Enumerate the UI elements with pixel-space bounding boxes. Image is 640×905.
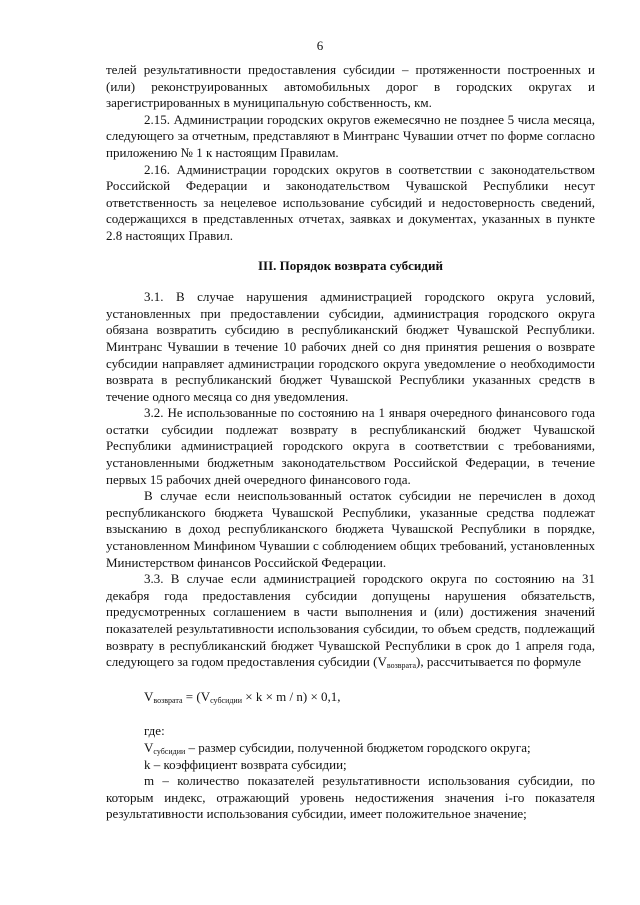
formula-sub-subsidii: субсидии bbox=[210, 695, 242, 705]
formula-rest: × k × m / n) × 0,1, bbox=[241, 688, 341, 704]
definition-v-text: – размер субсидии, полученной бюджетом городского округа; bbox=[185, 739, 531, 755]
paragraph-2-15: 2.15. Администрации городских округов ежемесячно не позднее 5 числа месяца, следующего за отчетным, представляют в Минтранс Чувашии отчет по форме согласно приложению № 1 к настоящим Правилам. bbox=[106, 111, 595, 160]
formula-eq: = (V bbox=[182, 688, 211, 704]
paragraph-continuation: телей результативности предоставления субсидии – протяженности построенных и (или) реконструированных автомобильных дорог в городских округах и зарегистрированных в муниципальную собственность, км. bbox=[106, 62, 595, 111]
formula-sub-vozvrata: возврата bbox=[153, 695, 183, 705]
where-label: где: bbox=[144, 723, 165, 739]
paragraph-3-2-b: В случае если неиспользованный остаток субсидии не перечислен в доход республиканского бюджета Чувашской Республики, указанные средства подлежат взысканию в доход республиканского бюджета Чувашской Республики в порядке, установленном Минфином Чувашии с соблюдением общих требований, установленных Министерством финансов Российской Федерации. bbox=[106, 488, 595, 570]
section-title: III. Порядок возврата субсидий bbox=[258, 257, 443, 273]
definition-v bbox=[106, 740, 595, 757]
paragraph-3-3 bbox=[106, 571, 595, 671]
formula bbox=[144, 689, 595, 706]
paragraph-2-16: 2.16. Администрации городских округов в соответствии с законодательством Российской Федерации и законодательством Чувашской Республики несут ответственность за нецелевое использование субсидий и недостоверность сведений, содержащихся в представленных отчетах, заявках и документах, указанных в пункте 2.8 настоящих Правил. bbox=[106, 161, 595, 243]
page-number: 6 bbox=[316, 38, 324, 53]
paragraph-3-3-sub: возврата bbox=[386, 661, 417, 671]
definition-v-sub: субсидии bbox=[153, 746, 186, 756]
paragraph-3-2: 3.2. Не использованные по состоянию на 1 января очередного финансового года остатки субсидии подлежат возврату в республиканский бюджет Чувашской Республики администрацией городского округа в соответствии с требованиями, установленными бюджетным законодательством Российской Федерации, в течение первых 15 рабочих дней очередного финансового года. bbox=[106, 405, 595, 487]
definition-v-symbol: V bbox=[144, 739, 154, 755]
paragraph-3-1: 3.1. В случае нарушения администрацией городского округа условий, установленных при предоставлении субсидии, администрация городского округа обязана возвратить субсидию в республиканский бюджет Чувашской Республики. Минтранс Чувашии в течение 10 рабочих дней со дня принятия решения о возврате субсидии направляет администрации городского округа уведомление о необходимости возврата в республиканский бюджет Чувашской Республики указанных средств в течение одного месяца со дня уведомления. bbox=[106, 289, 595, 404]
paragraph-3-3-tail: ), рассчитывается по формуле bbox=[416, 654, 581, 670]
document-body bbox=[106, 62, 595, 823]
definition-m: m – количество показателей результативности использования субсидии, по которым индекс, отражающий уровень недостижения значения i-го показателя результативности использования субсидии, имеет положительное значение; bbox=[106, 773, 595, 822]
paragraph-3-3-text: 3.3. В случае если администрацией городского округа по состоянию на 31 декабря года предоставления субсидии допущены нарушения обязательств, предусмотренных соглашением в части выполнения и (или) достижения значений показателей результативности использования субсидии, то объем средств, подлежащий возврату в республиканский бюджет Чувашской Республики в срок до 1 апреля года, следующего за годом предоставления субсидии (V bbox=[106, 571, 595, 670]
formula-v: V bbox=[144, 688, 154, 704]
definition-k: k – коэффициент возврата субсидии; bbox=[144, 756, 347, 772]
